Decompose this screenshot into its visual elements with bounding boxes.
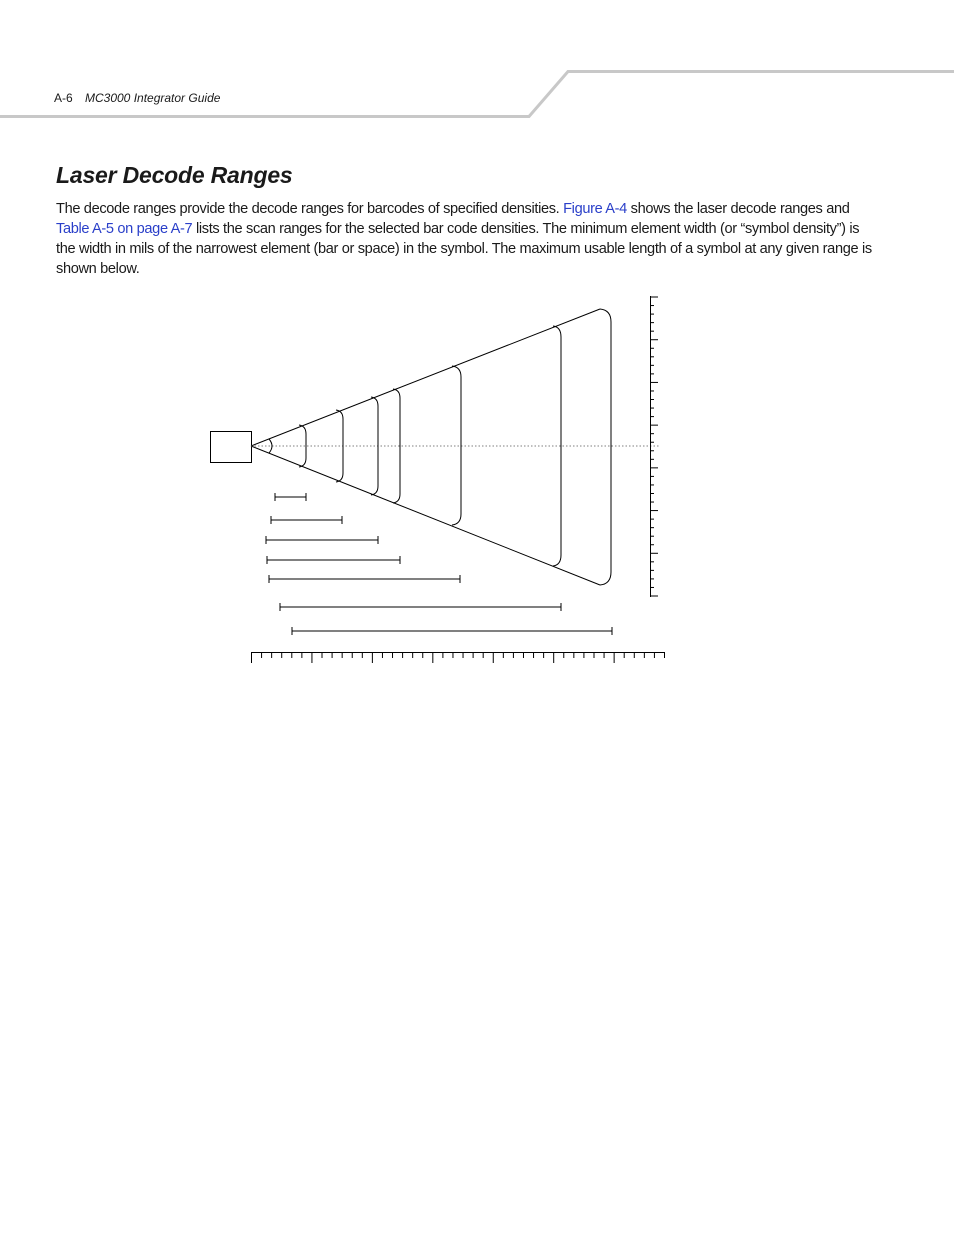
document-title: MC3000 Integrator Guide — [85, 91, 221, 105]
scanner-icon — [211, 432, 252, 463]
paragraph-text-3: lists the scan ranges for the selected bar code densities. The minimum element width (or “symbol density”) is the width in mils of the narrowest element (bar or space) in the symbol. The maximum usable length of a symbol at any given range is shown below. — [56, 221, 872, 277]
range-arc — [600, 309, 611, 585]
figure-link[interactable]: Figure A-4 — [563, 201, 627, 217]
section-title: Laser Decode Ranges — [56, 162, 293, 188]
table-link[interactable]: Table A-5 on page A-7 — [56, 221, 193, 237]
scan-cone-top — [251, 309, 600, 446]
page-number: A-6 — [54, 91, 73, 105]
header-rule — [0, 0, 954, 130]
vertical-ruler — [651, 296, 659, 597]
range-arc — [452, 366, 461, 525]
scan-cone-bottom — [251, 446, 600, 585]
body-paragraph — [56, 199, 876, 279]
range-bars — [266, 493, 612, 635]
paragraph-text-2: shows the laser decode ranges and — [626, 201, 850, 217]
horizontal-ruler — [251, 653, 665, 664]
paragraph-text-1: The decode ranges provide the decode ranges for barcodes of specified densities. — [56, 201, 564, 217]
laser-decode-range-figure — [200, 288, 675, 668]
